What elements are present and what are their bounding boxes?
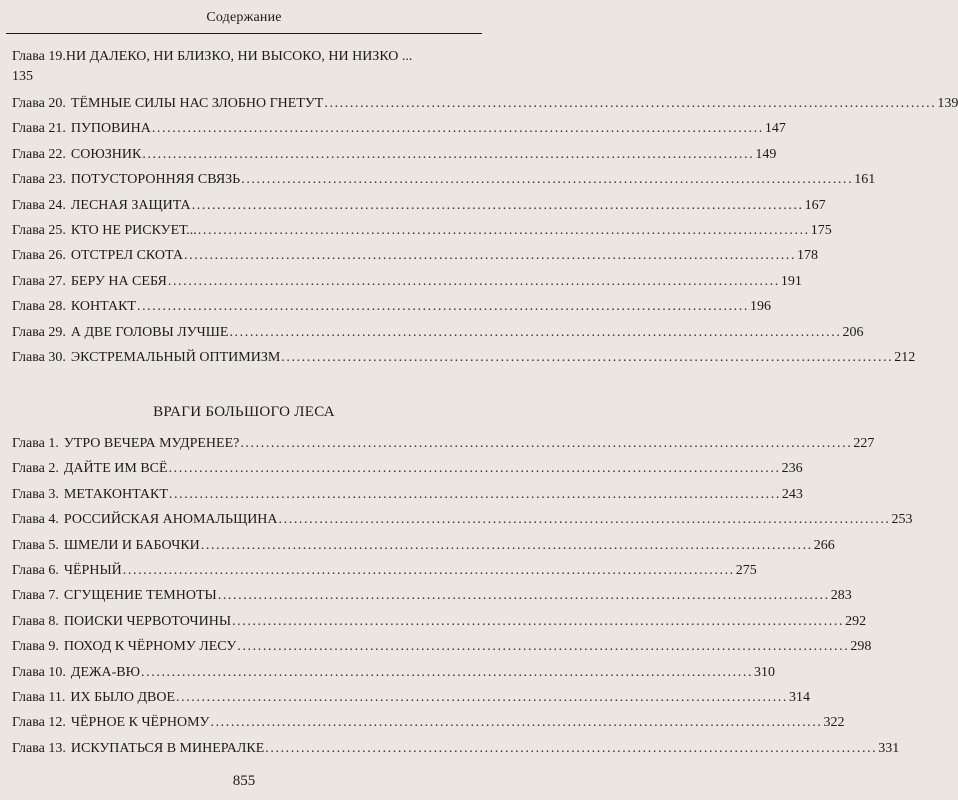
toc-entry bbox=[12, 738, 900, 763]
chapter-title: ЭКСТРЕМАЛЬНЫЙ ОПТИМИЗМ bbox=[70, 349, 281, 365]
chapter-title: РОССИЙСКАЯ АНОМАЛЬЩИНА bbox=[63, 512, 278, 528]
toc-list-part1 bbox=[12, 47, 958, 372]
dot-leader: ........................................................................................................................ bbox=[167, 273, 780, 289]
page-ref: 266 bbox=[813, 537, 835, 553]
toc-entry bbox=[12, 484, 803, 509]
toc-entry bbox=[12, 509, 913, 534]
dot-leader: ........................................................................................................................ bbox=[197, 222, 810, 238]
page-ref: 206 bbox=[842, 324, 864, 340]
page-ref: 236 bbox=[781, 461, 803, 477]
dot-leader: ........................................................................................................................ bbox=[232, 613, 845, 629]
chapter-title: ДЕЖА-ВЮ bbox=[70, 664, 141, 680]
chapter-label: Глава 30. bbox=[12, 349, 66, 365]
chapter-label: Глава 25. bbox=[12, 222, 66, 238]
toc-entry bbox=[12, 245, 818, 270]
chapter-title: ОТСТРЕЛ СКОТА bbox=[70, 248, 183, 264]
page-ref: 139 bbox=[937, 96, 958, 111]
chapter-label: Глава 27. bbox=[12, 273, 66, 289]
chapter-label: Глава 19. bbox=[12, 49, 66, 64]
page-number: 855 bbox=[232, 773, 256, 789]
chapter-title: ЧЁРНОЕ К ЧЁРНОМУ bbox=[70, 715, 210, 731]
chapter-title: ПОИСКИ ЧЕРВОТОЧИНЫ bbox=[63, 613, 232, 629]
toc-entry bbox=[12, 433, 875, 458]
running-header: Содержание bbox=[206, 10, 282, 25]
dot-leader: ........................................................................................................................ bbox=[278, 512, 891, 528]
page-ref: 253 bbox=[891, 512, 913, 528]
page-ref: 191 bbox=[780, 273, 802, 289]
chapter-title: ИХ БЫЛО ДВОЕ bbox=[70, 689, 175, 705]
chapter-label: Глава 7. bbox=[12, 588, 59, 604]
page-ref: 196 bbox=[749, 299, 771, 315]
chapter-title: КОНТАКТ bbox=[70, 299, 136, 315]
page-ref: 178 bbox=[797, 248, 818, 264]
page-ref: 175 bbox=[810, 222, 832, 238]
toc-entry bbox=[12, 118, 786, 143]
page-ref: 292 bbox=[845, 613, 867, 629]
toc-entry bbox=[12, 687, 810, 712]
dot-leader: ........................................................................................................................ bbox=[281, 349, 894, 365]
page-ref: 331 bbox=[878, 740, 900, 756]
chapter-label: Глава 5. bbox=[12, 537, 59, 553]
chapter-label: Глава 20. bbox=[12, 96, 66, 111]
dot-leader: ........................................................................................................................ bbox=[122, 562, 735, 578]
page-ref: 275 bbox=[735, 562, 757, 578]
chapter-title: НИ ДАЛЕКО, НИ БЛИЗКО, НИ ВЫСОКО, НИ НИЗКО ... bbox=[65, 49, 413, 64]
toc-entry bbox=[12, 93, 958, 118]
chapter-title: ЧЁРНЫЙ bbox=[63, 562, 122, 578]
dot-leader: ........................................................................................................................ bbox=[324, 96, 937, 111]
toc-entry bbox=[12, 712, 845, 737]
toc-entry bbox=[12, 611, 867, 636]
dot-leader: ........................................................................................................................ bbox=[142, 146, 755, 162]
chapter-title: ДАЙТЕ ИМ ВСЁ bbox=[63, 461, 168, 477]
chapter-label: Глава 24. bbox=[12, 197, 66, 213]
chapter-label: Глава 3. bbox=[12, 486, 59, 502]
toc-list-part2 bbox=[12, 433, 913, 763]
chapter-title: МЕТАКОНТАКТ bbox=[63, 486, 168, 502]
chapter-title: КТО НЕ РИСКУЕТ... bbox=[70, 222, 197, 238]
page-ref: 135 bbox=[12, 69, 33, 84]
dot-leader: ........................................................................................................................ bbox=[168, 461, 781, 477]
page-ref: 243 bbox=[781, 486, 803, 502]
chapter-title: ПОТУСТОРОННЯЯ СВЯЗЬ bbox=[70, 172, 241, 188]
chapter-label: Глава 29. bbox=[12, 324, 66, 340]
page-ref: 298 bbox=[850, 639, 872, 655]
toc-entry bbox=[12, 458, 803, 483]
page-ref: 283 bbox=[830, 588, 852, 604]
chapter-title: ТЁМНЫЕ СИЛЫ НАС ЗЛОБНО ГНЕТУТ bbox=[70, 96, 324, 111]
dot-leader: ........................................................................................................................ bbox=[141, 664, 754, 680]
chapter-title: СГУЩЕНИЕ ТЕМНОТЫ bbox=[63, 588, 217, 604]
chapter-label: Глава 22. bbox=[12, 146, 66, 162]
dot-leader: ........................................................................................................................ bbox=[210, 715, 823, 731]
dot-leader: ........................................................................................................................ bbox=[200, 537, 813, 553]
dot-leader: ........................................................................................................................ bbox=[168, 486, 781, 502]
toc-entry bbox=[12, 535, 835, 560]
page-ref: 322 bbox=[823, 715, 845, 731]
dot-leader: ........................................................................................................................ bbox=[265, 740, 878, 756]
chapter-label: Глава 21. bbox=[12, 121, 66, 137]
toc-entry bbox=[12, 169, 876, 194]
dot-leader: ........................................................................................................................ bbox=[229, 324, 842, 340]
chapter-label: Глава 9. bbox=[12, 639, 59, 655]
chapter-title: А ДВЕ ГОЛОВЫ ЛУЧШЕ bbox=[70, 324, 229, 340]
toc-entry bbox=[12, 560, 757, 585]
chapter-title: БЕРУ НА СЕБЯ bbox=[70, 273, 167, 289]
toc-entry bbox=[12, 271, 802, 296]
chapter-label: Глава 8. bbox=[12, 613, 59, 629]
chapter-label: Глава 1. bbox=[12, 436, 59, 451]
page-ref: 212 bbox=[894, 349, 916, 365]
toc-entry bbox=[12, 636, 872, 661]
dot-leader: ........................................................................................................................ bbox=[136, 299, 749, 315]
chapter-label: Глава 2. bbox=[12, 461, 59, 477]
toc-entry bbox=[12, 296, 771, 321]
dot-leader: ........................................................................................................................ bbox=[151, 121, 764, 137]
page-ref: 149 bbox=[755, 146, 777, 162]
header-rule bbox=[6, 33, 482, 34]
dot-leader: ........................................................................................................................ bbox=[241, 172, 854, 188]
dot-leader: ........................................................................................................................ bbox=[217, 588, 830, 604]
chapter-label: Глава 23. bbox=[12, 172, 66, 188]
chapter-title: ИСКУПАТЬСЯ В МИНЕРАЛКЕ bbox=[70, 740, 265, 756]
chapter-title: ШМЕЛИ И БАБОЧКИ bbox=[63, 537, 200, 553]
page-ref: 310 bbox=[754, 664, 776, 680]
section-title: ВРАГИ БОЛЬШОГО ЛЕСА bbox=[153, 404, 335, 420]
toc-entry bbox=[12, 220, 832, 245]
toc-entry bbox=[12, 662, 776, 687]
chapter-title: СОЮЗНИК bbox=[70, 146, 142, 162]
toc-entry bbox=[12, 585, 852, 610]
toc-entry bbox=[12, 347, 916, 372]
chapter-label: Глава 6. bbox=[12, 562, 59, 578]
chapter-label: Глава 10. bbox=[12, 664, 66, 680]
chapter-label: Глава 11. bbox=[12, 689, 66, 705]
page-ref: 314 bbox=[789, 689, 810, 705]
toc-entry bbox=[12, 322, 864, 347]
chapter-label: Глава 26. bbox=[12, 248, 66, 264]
page-ref: 227 bbox=[853, 436, 875, 451]
dot-leader: ........................................................................................................................ bbox=[191, 197, 804, 213]
chapter-label: Глава 4. bbox=[12, 512, 59, 528]
chapter-label: Глава 13. bbox=[12, 740, 66, 756]
chapter-title: ЛЕСНАЯ ЗАЩИТА bbox=[70, 197, 191, 213]
chapter-title: ПОХОД К ЧЁРНОМУ ЛЕСУ bbox=[63, 639, 237, 655]
page-ref: 167 bbox=[804, 197, 826, 213]
chapter-label: Глава 28. bbox=[12, 299, 66, 315]
page-ref: 161 bbox=[854, 172, 876, 188]
toc-entry bbox=[12, 195, 826, 220]
toc-entry bbox=[12, 144, 777, 169]
chapter-label: Глава 12. bbox=[12, 715, 66, 731]
page-ref: 147 bbox=[764, 121, 786, 137]
chapter-title: ПУПОВИНА bbox=[70, 121, 151, 137]
dot-leader: ........................................................................................................................ bbox=[176, 689, 788, 705]
dot-leader: ........................................................................................................................ bbox=[237, 639, 850, 655]
chapter-title: УТРО ВЕЧЕРА МУДРЕНЕЕ? bbox=[63, 436, 240, 451]
dot-leader: ........................................................................................................................ bbox=[184, 248, 796, 264]
dot-leader: ........................................................................................................................ bbox=[240, 436, 853, 451]
toc-entry bbox=[12, 47, 470, 93]
